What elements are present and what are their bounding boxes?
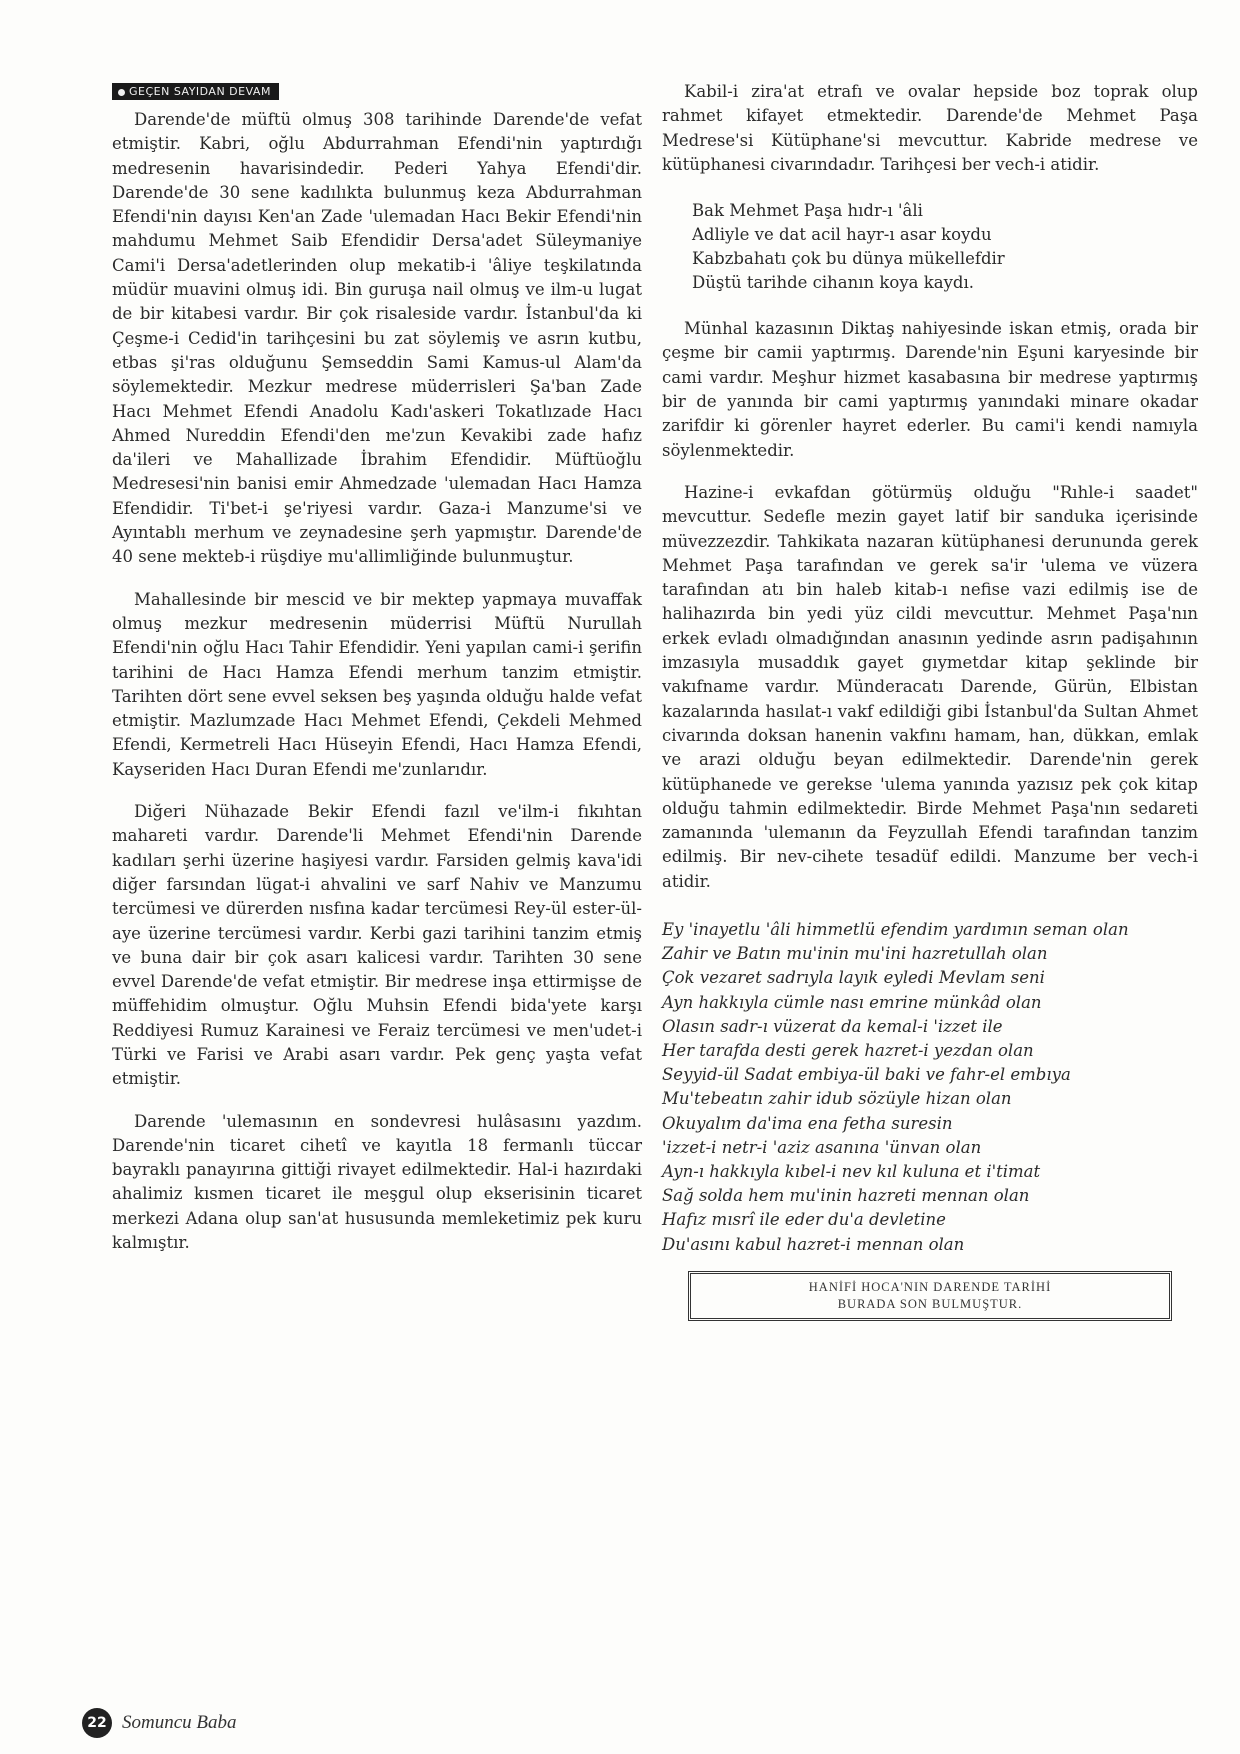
poem-line: Du'asını kabul hazret-i mennan olan bbox=[662, 1234, 965, 1254]
paragraph-gap bbox=[112, 1092, 642, 1110]
left-paragraph-2: Mahallesinde bir mescid ve bir mektep yapmaya muvaffak olmuş mezkur medresenin müderrisi Müftü Nurullah Efendi'nin oğlu Hacı Tahir Efendidir. Yeni yapılan cami-i şerifin tarihini de Hacı Hamza Efendi merhum tanzim etmiştir. Tarihten dört sene evvel seksen beş yaşında olduğu halde vefat etmiştir. Mazlumzade Hacı Mehmet Efendi, Çekdeli Mehmed Efendi, Kermetreli Hacı Hüseyin Efendi, Hacı Hamza Efendi, Kayseriden Hacı Duran Efendi me'zunlarıdır. bbox=[112, 589, 642, 779]
left-paragraph-1: Darende'de müftü olmuş 308 tarihinde Darende'de vefat etmiştir. Kabri, oğlu Abdurrahman Efendi'nin yaptırdığı medresenin havarisindedir. Pederi Yahya Efendi'dir. Darende'de 30 sene kadılıkta bulunmuş keza Abdurrahman Efendi'nin dayısı Ken'an Zade 'ulemadan Hacı Bekir Efendi'nin mahdumu Mehmet Saib Efendidir Dersa'adet Süleymaniye Cami'i Dersa'adetlerinden olup mekatib-i 'âliye teşkilatında müdür muavini olmuş idi. Bin guruşa nail olmuş ve ilm-u lugat de bir kitabesi vardır. Bir çok risaleside vardır. İstanbul'da ki Çeşme-i Cedid'in tarihçesini bu zat söylemiş ve asrın kutbu, etbas şi'ras olduğunu Şemseddin Sami Kamus-ul Alam'da söylemektedir. Mezkur medrese müderrisleri Şa'ban Zade Hacı Mehmet Efendi Anadolu Kadı'askeri Tokatlızade Hacı Ahmed Nureddin Efendi'den me'zun Kevakibi zade hafız da'ileri ve Mahallizade İbrahim Efendidir. Müftüoğlu Medresesi'nin banisi emir Ahmedzade 'ulemadan Hacı Hamza Efendidir. Ti'bet-i şe'riyesi vardır. Gaza-i Manzume'si ve Ayıntablı merhum ve zeynadesine şerh yapmıştır. Darende'de 40 sene mekteb-i rüşdiye mu'allimliğinde bulunmuştur. bbox=[112, 110, 642, 567]
left-paragraph-3: Diğeri Nühazade Bekir Efendi fazıl ve'ilm-i fıkıhtan mahareti vardır. Darende'li Mehmet Efendi'nin Darende kadıları şerhi üzerine haşiyesi vardır. Farsiden gelmiş kava'idi diğer farsından lügat-i ahvalini ve sarf Nahiv ve Manzumu tercümesi ve dürerden nısfına kadar tercümesi Rey-ül ester-ül-aye üzerine tercümesi vardır. Kerbi gazi tarihini tanzim etmiş ve buna dair bir çok asarı kalicesi vardır. Tarihten 30 sene evvel Darende'de vefat etmiştir. Bir medrese inşa ettirmişse de müffehidim olmuştur. Oğlu Muhsin Efendi bida'yete karşı Reddiyesi Rumuz Karainesi ve Feraiz tercümesi ve men'udet-i Türki ve Farisi ve Arabi asarı vardır. Pek genç yaşta vefat etmiştir. bbox=[112, 802, 642, 1089]
poem-line: Mu'tebeatın zahir idub sözüyle hizan olan bbox=[662, 1089, 1012, 1109]
page-number: 22 bbox=[82, 1708, 112, 1738]
paragraph-gap bbox=[662, 463, 1198, 481]
bullet-icon bbox=[118, 89, 125, 96]
manzume-poem bbox=[662, 918, 1198, 1257]
notice-line-1: HANİFİ HOCA'NIN DARENDE TARİHİ bbox=[808, 1279, 1052, 1294]
left-column bbox=[112, 80, 642, 1255]
paragraph-gap bbox=[112, 570, 642, 588]
poem-line: Ayn-ı hakkıyla kıbel-i nev kıl kuluna et i'timat bbox=[662, 1162, 1041, 1182]
poem-line: Hafız mısrî ile eder du'a devletine bbox=[662, 1210, 946, 1230]
verse-line: Kabzbahatı çok bu dünya mükellefdir bbox=[692, 249, 1005, 269]
end-notice-box bbox=[688, 1271, 1172, 1321]
poem-line: Zahir ve Batın mu'inin mu'ini hazretullah olan bbox=[662, 944, 1048, 964]
poem-line: 'izzet-i netr-i 'aziz asanına 'ünvan olan bbox=[662, 1137, 982, 1157]
poem-line: Ey 'inayetlu 'âli himmetlü efendim yardımın seman olan bbox=[662, 920, 1129, 940]
right-intro-paragraph: Kabil-i zira'at etrafı ve ovalar hepside boz toprak olup rahmet kifayet etmektedir. Darende'de Mehmet Paşa Medrese'si Kütüphane'si mevcuttur. Kabride medrese ve kütüphanesi civarındadır. Tarihçesi ber vech-i atidir. bbox=[662, 82, 1198, 174]
magazine-title: Somuncu Baba bbox=[122, 1712, 237, 1733]
poem-line: Sağ solda hem mu'inin hazreti mennan olan bbox=[662, 1186, 1030, 1206]
left-paragraph-4: Darende 'ulemasının en sondevresi hulâsasını yazdım. Darende'nin ticaret cihetî ve kayıtla 18 fermanlı tüccar bayraklı panayırına gittiği rivayet edilmektedir. Hal-i hazırdaki ahalimiz kısmen ticaret ile meşgul olup ekserisinin ticaret merkezi Adana olup san'at hususunda memleketimiz pek kuru kalmıştır. bbox=[112, 1111, 642, 1253]
right-paragraph-2: Hazine-i evkafdan götürmüş olduğu "Rıhle-i saadet" mevcuttur. Sedefle mezin gayet latif bir sanduka içerisinde müvezzezdir. Tahkikata nazaran kütüphanesi derununda gerek Mehmet Paşa tarafından ve gerek sa'ir 'ulema ve vüzera tarafından atı bin haleb kitab-ı nefise vazi edilmiş ise de halihazırda bin yedi yüz cildi mevcuttur. Mehmet Paşa'nın erkek evladı olmadığından anasının yedinde asrın padişahının imzasıyla musaddık gayet gıymetdar kitap şeklinde bir vakıfname vardır. Münderacatı Darende, Gürün, Elbistan kazalarında hasılat-ı vakf edildiği gibi İstanbul'da Sultan Ahmet civarında doksan hanenin vakfını hamam, han, dükkan, emlak ve arazi olduğu beyan edilmektedir. Darende'nin gerek kütüphanede ve gerekse 'ulema yanında yazısız pek çok kitap olduğu tahmin edilmektedir. Birde Mehmet Paşa'nın sedareti zamanında 'ulemanın da Feyzullah Efendi tarafından tanzim edilmiş. Bir nev-cihete tesadüf edildi. Manzume ber vech-i atidir. bbox=[662, 482, 1198, 891]
paragraph-gap bbox=[112, 782, 642, 800]
poem-line: Çok vezaret sadrıyla layık eyledi Mevlam seni bbox=[662, 968, 1045, 988]
verse-line: Düştü tarihde cihanın koya kaydı. bbox=[692, 273, 974, 293]
verse-line: Adliyle ve dat acil hayr-ı asar koydu bbox=[692, 225, 992, 245]
section-tag-label: GEÇEN SAYIDAN DEVAM bbox=[129, 85, 271, 98]
page-footer bbox=[82, 1706, 237, 1740]
poem-line: Ayn hakkıyla cümle nası emrine münkâd olan bbox=[662, 992, 1042, 1012]
poem-line: Seyyid-ül Sadat embiya-ül baki ve fahr-el embıya bbox=[662, 1065, 1071, 1085]
notice-line-2: BURADA SON BULMUŞTUR. bbox=[837, 1296, 1023, 1311]
verse-line: Bak Mehmet Paşa hıdr-ı 'âli bbox=[692, 201, 923, 221]
poem-line: Okuyalım da'ima ena fetha suresin bbox=[662, 1113, 953, 1133]
right-paragraph-1: Münhal kazasının Diktaş nahiyesinde iskan etmiş, orada bir çeşme bir camii yaptırmış. Darende'nin Eşuni karyesinde bir cami vardır. Meşhur hizmet kasabasına bir medrese yaptırmış bir de yanında bir cami yaptırmış yanındaki minare okadar zarifdir ki görenler hayret ederler. Bu cami'i kendi namıyla söylenmektedir. bbox=[662, 319, 1198, 460]
right-column bbox=[662, 80, 1198, 1321]
tarih-verse bbox=[692, 199, 1198, 295]
poem-line: Her tarafda desti gerek hazret-i yezdan olan bbox=[662, 1041, 1034, 1061]
paragraph-gap bbox=[662, 894, 1198, 912]
section-tag bbox=[112, 83, 279, 100]
poem-line: Olasın sadr-ı vüzerat da kemal-i 'izzet ile bbox=[662, 1016, 1003, 1036]
